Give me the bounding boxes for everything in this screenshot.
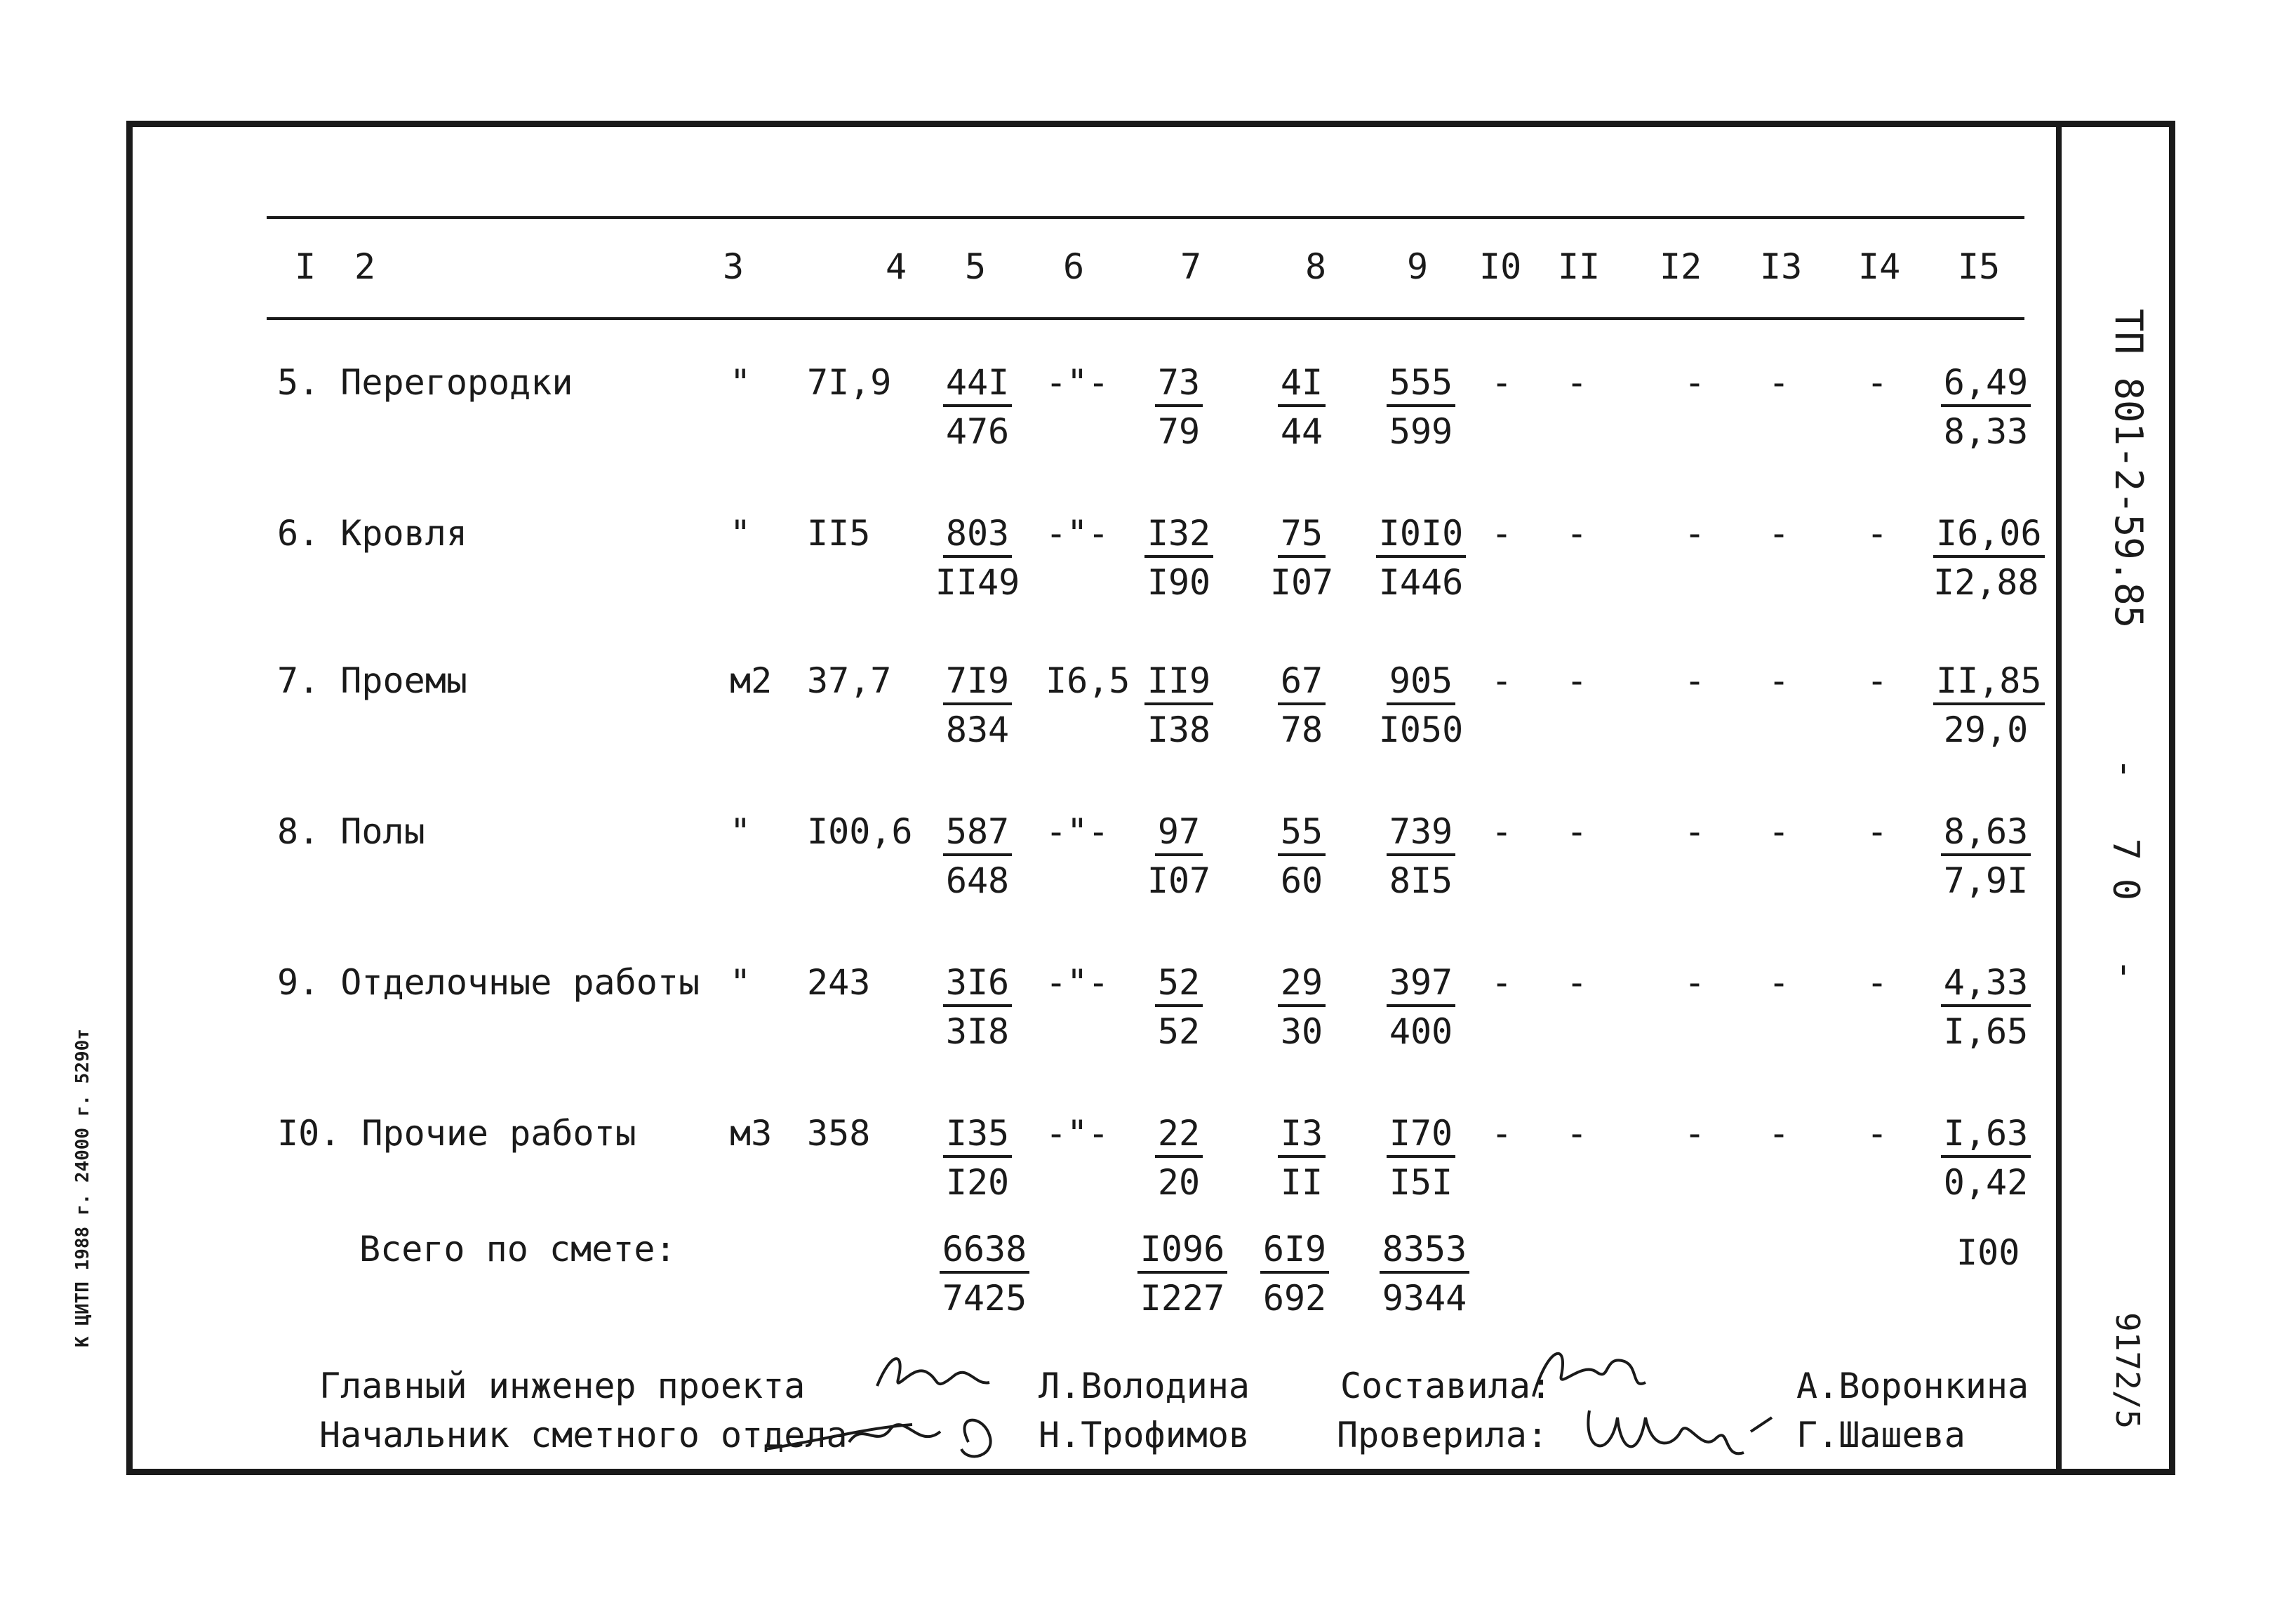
column-header-1: I (295, 246, 316, 287)
row-dash: - (1491, 513, 1513, 554)
column-header-3: 3 (723, 246, 745, 287)
row-name: 8. Полы (277, 811, 425, 852)
total-col5: $\frac{6638}{7425}$ (932, 1232, 1037, 1316)
row-col6: -"- (1046, 1113, 1109, 1154)
row-dash: - (1684, 962, 1706, 1003)
row-col5: $\frac{7I9}{834}$ (925, 663, 1030, 747)
column-header-10: I0 (1479, 246, 1522, 287)
row-col9: $\frac{739}{8I5}$ (1368, 814, 1474, 898)
row-col5: $\frac{587}{648}$ (925, 814, 1030, 898)
row-dash: - (1867, 962, 1888, 1003)
row-quantity: 7I,9 (807, 362, 892, 403)
row-dash: - (1867, 362, 1888, 403)
row-col7: $\frac{73}{79}$ (1126, 365, 1232, 449)
row-col7: $\frac{22}{20}$ (1126, 1116, 1232, 1200)
row-dash: - (1768, 811, 1790, 852)
row-col9: $\frac{I70}{I5I}$ (1368, 1116, 1474, 1200)
row-dash: - (1684, 513, 1706, 554)
row-name: 5. Перегородки (277, 362, 573, 403)
row-name: 9. Отделочные работы (277, 962, 700, 1003)
chief-engineer-title: Главный инженер проекта (319, 1366, 806, 1406)
margin-note: К ЦИТП 1988 г. 24000 г. 5290т (72, 1029, 93, 1347)
row-unit: " (730, 962, 752, 1003)
row-dash: - (1566, 962, 1588, 1003)
row-dash: - (1768, 1113, 1790, 1154)
column-header-14: I4 (1858, 246, 1901, 287)
row-dash: - (1491, 362, 1513, 403)
row-col8: $\frac{55}{60}$ (1249, 814, 1354, 898)
row-dash: - (1566, 1113, 1588, 1154)
total-col15: I00 (1956, 1232, 2020, 1273)
row-col15: $\frac{II,85}{29,0}$ (1933, 663, 2038, 747)
sheet-code: 9172/5 (2109, 1312, 2147, 1429)
row-dash: - (1768, 660, 1790, 701)
row-name: 6. Кровля (277, 513, 467, 554)
row-dash: - (1684, 660, 1706, 701)
document-code: ТП 801-2-59.85 (2107, 309, 2151, 629)
row-dash: - (1867, 513, 1888, 554)
row-name: 7. Проемы (277, 660, 467, 701)
chief-engineer-name: Л.Володина (1039, 1366, 1250, 1406)
total-col8: $\frac{6I9}{692}$ (1242, 1232, 1347, 1316)
row-dash: - (1867, 811, 1888, 852)
header-top-line (267, 216, 2024, 219)
column-header-7: 7 (1180, 246, 1202, 287)
row-dash: - (1867, 1113, 1888, 1154)
row-col9: $\frac{555}{599}$ (1368, 365, 1474, 449)
column-header-2: 2 (354, 246, 376, 287)
row-dash: - (1768, 513, 1790, 554)
total-col9: $\frac{8353}{9344}$ (1372, 1232, 1477, 1316)
row-col5: $\frac{I35}{I20}$ (925, 1116, 1030, 1200)
column-header-13: I3 (1760, 246, 1803, 287)
page-number: - 70 - (2104, 758, 2147, 999)
row-dash: - (1684, 811, 1706, 852)
row-dash: - (1684, 362, 1706, 403)
row-col15: $\frac{8,63}{7,9I}$ (1933, 814, 2038, 898)
column-header-9: 9 (1407, 246, 1429, 287)
row-col9: $\frac{I0I0}{I446}$ (1368, 516, 1474, 600)
row-col7: $\frac{I32}{I90}$ (1126, 516, 1232, 600)
row-col9: $\frac{905}{I050}$ (1378, 660, 1464, 750)
row-dash: - (1491, 660, 1513, 701)
row-col9: $\frac{397}{400}$ (1368, 965, 1474, 1049)
row-name: I0. Прочие работы (277, 1113, 636, 1154)
row-col15: $\frac{I,63}{0,42}$ (1933, 1116, 2038, 1200)
row-col6: -"- (1046, 513, 1109, 554)
row-dash: - (1867, 660, 1888, 701)
row-dash: - (1566, 513, 1588, 554)
row-col8: $\frac{29}{30}$ (1249, 965, 1354, 1049)
row-quantity: I00,6 (807, 811, 913, 852)
checked-name: Г.Шашева (1796, 1415, 1965, 1455)
column-header-15: I5 (1958, 246, 2001, 287)
column-header-12: I2 (1660, 246, 1702, 287)
column-header-11: II (1558, 246, 1601, 287)
head-of-dept-name: Н.Трофимов (1039, 1415, 1250, 1455)
row-dash: - (1491, 1113, 1513, 1154)
row-unit: м2 (730, 660, 773, 701)
row-dash: - (1768, 962, 1790, 1003)
total-col7: $\frac{I096}{I227}$ (1130, 1232, 1235, 1316)
row-dash: - (1491, 811, 1513, 852)
compiled-name: А.Воронкина (1796, 1366, 2029, 1406)
row-col8: $\frac{67}{78}$ (1249, 663, 1354, 747)
row-quantity: 243 (807, 962, 871, 1003)
row-col5: $\frac{803}{II49}$ (935, 513, 1020, 603)
row-col5: $\frac{3I6}{3I8}$ (925, 965, 1030, 1049)
row-dash: - (1491, 962, 1513, 1003)
row-col6: I6,5 (1046, 660, 1130, 701)
row-col15: $\frac{4,33}{I,65}$ (1933, 965, 2038, 1049)
row-col8: $\frac{75}{I07}$ (1269, 513, 1334, 603)
row-col8: $\frac{I3}{II}$ (1249, 1116, 1354, 1200)
signature-checked (1575, 1396, 1786, 1474)
row-col6: -"- (1046, 362, 1109, 403)
row-dash: - (1768, 362, 1790, 403)
row-col15: $\frac{I6,06}{I2,88}$ (1933, 516, 2038, 600)
signature-head-of-dept (758, 1400, 1024, 1463)
column-header-5: 5 (965, 246, 987, 287)
row-col5: $\frac{44I}{476}$ (925, 365, 1030, 449)
row-unit: " (730, 513, 752, 554)
row-col8: $\frac{4I}{44}$ (1249, 365, 1354, 449)
row-quantity: II5 (807, 513, 871, 554)
row-unit: " (730, 811, 752, 852)
column-header-8: 8 (1305, 246, 1327, 287)
row-dash: - (1684, 1113, 1706, 1154)
row-col6: -"- (1046, 811, 1109, 852)
compiled-label: Составила: (1340, 1366, 1552, 1406)
column-header-4: 4 (886, 246, 907, 287)
row-col7: $\frac{II9}{I38}$ (1126, 663, 1232, 747)
row-unit: м3 (730, 1113, 773, 1154)
total-label: Всего по смете: (359, 1229, 676, 1269)
head-of-dept-title: Начальник сметного отдела (319, 1415, 848, 1455)
row-col7: $\frac{97}{I07}$ (1147, 811, 1211, 901)
column-header-6: 6 (1063, 246, 1085, 287)
row-col7: $\frac{52}{52}$ (1126, 965, 1232, 1049)
row-quantity: 358 (807, 1113, 871, 1154)
row-col6: -"- (1046, 962, 1109, 1003)
row-dash: - (1566, 811, 1588, 852)
row-quantity: 37,7 (807, 660, 892, 701)
row-dash: - (1566, 660, 1588, 701)
header-bottom-line (267, 317, 2024, 320)
row-unit: " (730, 362, 752, 403)
signature-chief-engineer (870, 1344, 996, 1407)
row-dash: - (1566, 362, 1588, 403)
row-col15: $\frac{6,49}{8,33}$ (1933, 365, 2038, 449)
checked-label: Проверила: (1337, 1415, 1549, 1455)
